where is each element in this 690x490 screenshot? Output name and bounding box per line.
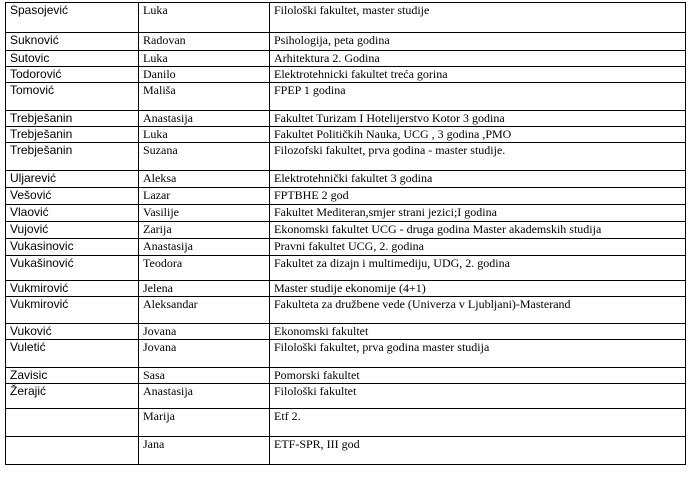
surname-cell [6, 437, 139, 465]
surname-cell: Vuletić [6, 340, 139, 368]
table-row [6, 67, 686, 83]
study-cell: Filološki fakultet, prva godina master studija [270, 340, 686, 368]
study-cell: Elektrotehnički fakultet 3 godina [270, 171, 686, 188]
surname-cell: Sutovic [6, 51, 139, 67]
surname-cell: Tomović [6, 83, 139, 111]
study-cell: Psihologija, peta godina [270, 33, 686, 51]
name-cell: Anastasija [139, 384, 270, 409]
table-row [6, 222, 686, 239]
table-row [6, 171, 686, 188]
study-cell: Filološki fakultet, master studije [270, 3, 686, 33]
name-cell: Vasilije [139, 205, 270, 222]
table-row [6, 3, 686, 33]
name-cell: Teodora [139, 256, 270, 281]
table-row [6, 33, 686, 51]
name-cell: Jana [139, 437, 270, 465]
surname-cell: Trebješanin [6, 143, 139, 171]
study-cell: FPTBHE 2 god [270, 188, 686, 205]
study-cell: Etf 2. [270, 409, 686, 437]
study-cell: Ekonomski fakultet UCG - druga godina Master akademskih studija [270, 222, 686, 239]
study-cell: Fakultet za dizajn i multimediju, UDG, 2. godina [270, 256, 686, 281]
surname-cell: Todorović [6, 67, 139, 83]
surname-cell: Vukmirović [6, 297, 139, 324]
study-cell: Arhitektura 2. Godina [270, 51, 686, 67]
table-row [6, 239, 686, 256]
surname-cell: Vešović [6, 188, 139, 205]
study-cell: Fakultet Političkih Nauka, UCG , 3 godina ,PMO [270, 127, 686, 143]
surname-cell: Vukašinović [6, 256, 139, 281]
surname-cell: Vukasinovic [6, 239, 139, 256]
table-row [6, 127, 686, 143]
name-cell: Aleksandar [139, 297, 270, 324]
surname-cell: Uljarević [6, 171, 139, 188]
name-cell: Suzana [139, 143, 270, 171]
name-cell: Anastasija [139, 239, 270, 256]
name-cell: Radovan [139, 33, 270, 51]
study-cell: Fakulteta za družbene vede (Univerza v Ljubljani)-Masterand [270, 297, 686, 324]
name-cell: Mališa [139, 83, 270, 111]
table-row [6, 297, 686, 324]
name-cell: Aleksa [139, 171, 270, 188]
table-row [6, 368, 686, 384]
surname-cell: Vuković [6, 324, 139, 340]
table-row [6, 437, 686, 465]
table-row [6, 205, 686, 222]
student-table-body [6, 3, 686, 465]
name-cell: Danilo [139, 67, 270, 83]
name-cell: Marija [139, 409, 270, 437]
surname-cell: Žerajić [6, 384, 139, 409]
table-row [6, 340, 686, 368]
surname-cell: Zavisic [6, 368, 139, 384]
table-row [6, 188, 686, 205]
study-cell: Pomorski fakultet [270, 368, 686, 384]
study-cell: Ekonomski fakultet [270, 324, 686, 340]
study-cell: Filozofski fakultet, prva godina - master studije. [270, 143, 686, 171]
surname-cell: Vukmirović [6, 281, 139, 297]
name-cell: Lazar [139, 188, 270, 205]
study-cell: Fakultet Mediteran,smjer strani jezici;I godina [270, 205, 686, 222]
study-cell: Master studije ekonomije (4+1) [270, 281, 686, 297]
study-cell: Filološki fakultet [270, 384, 686, 409]
study-cell: Pravni fakultet UCG, 2. godina [270, 239, 686, 256]
table-row [6, 51, 686, 67]
name-cell: Jovana [139, 340, 270, 368]
surname-cell: Trebješanin [6, 111, 139, 127]
study-cell: Elektrotehnicki fakultet treća gorina [270, 67, 686, 83]
surname-cell: Vujović [6, 222, 139, 239]
study-cell: Fakultet Turizam I Hotelijerstvo Kotor 3 godina [270, 111, 686, 127]
table-row [6, 324, 686, 340]
study-cell: ETF-SPR, III god [270, 437, 686, 465]
name-cell: Luka [139, 51, 270, 67]
name-cell: Zarija [139, 222, 270, 239]
surname-cell: Trebješanin [6, 127, 139, 143]
surname-cell: Suknović [6, 33, 139, 51]
study-cell: FPEP 1 godina [270, 83, 686, 111]
name-cell: Jovana [139, 324, 270, 340]
table-row [6, 409, 686, 437]
table-row [6, 384, 686, 409]
name-cell: Luka [139, 127, 270, 143]
surname-cell: Spasojević [6, 3, 139, 33]
name-cell: Anastasija [139, 111, 270, 127]
table-row [6, 256, 686, 281]
name-cell: Luka [139, 3, 270, 33]
table-row [6, 83, 686, 111]
surname-cell [6, 409, 139, 437]
table-row [6, 143, 686, 171]
student-table [5, 2, 686, 465]
surname-cell: Vlaović [6, 205, 139, 222]
table-row [6, 111, 686, 127]
name-cell: Jelena [139, 281, 270, 297]
name-cell: Sasa [139, 368, 270, 384]
table-row [6, 281, 686, 297]
